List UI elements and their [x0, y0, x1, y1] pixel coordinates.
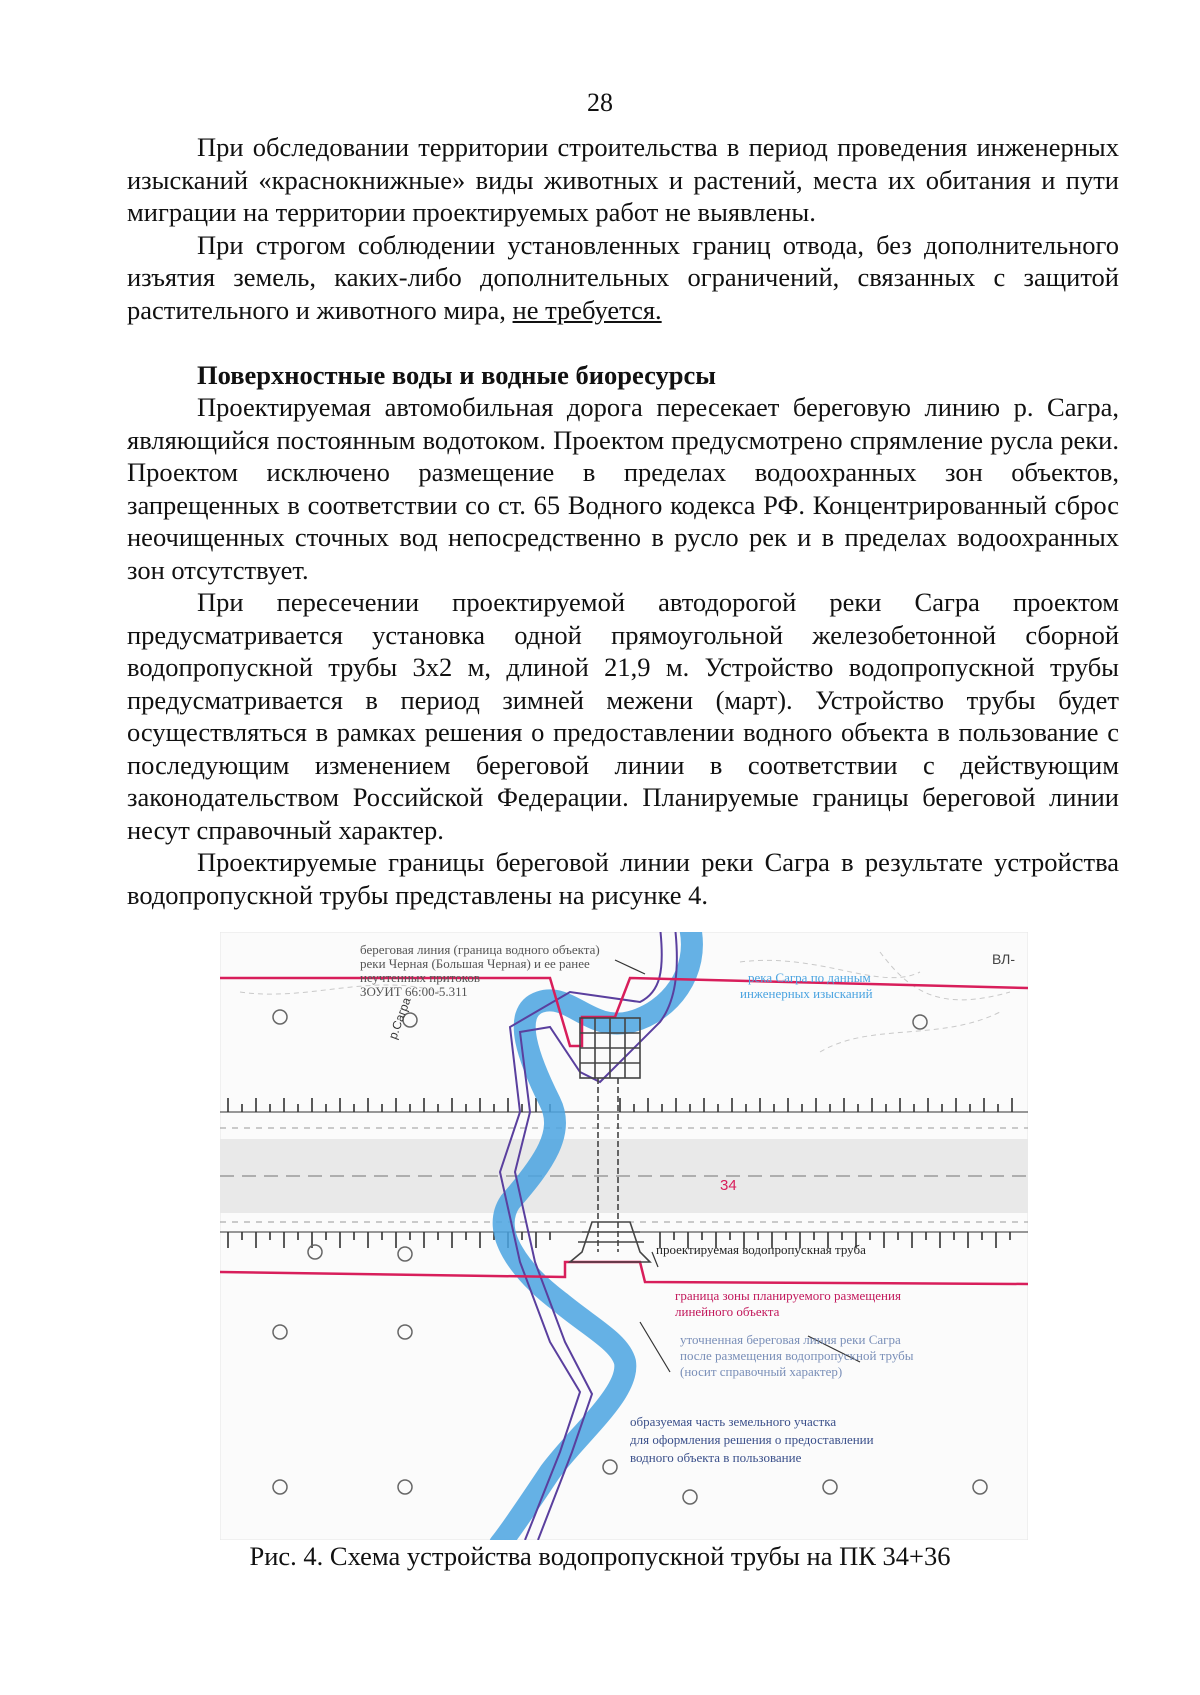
label-refined-3: (носит справочный характер): [680, 1364, 843, 1379]
label-plot-2: для оформления решения о предоставлении: [630, 1432, 874, 1447]
page-number: 28: [587, 88, 613, 117]
culvert-scheme-figure: [220, 932, 1028, 1540]
label-plot-1: образуемая часть земельного участка: [630, 1414, 837, 1429]
label-shoreline-1: береговая линия (граница водного объекта): [360, 942, 600, 957]
main-text: [127, 131, 1119, 911]
paragraph-red-book: При обследовании территории строительства в период проведения инженерных изысканий «краснокнижные» виды животных и растений, места их обитания и пути миграции на территории проектируемых работ не выявлены.: [127, 132, 1119, 227]
label-shoreline-2: реки Черная (Большая Черная) и ее ранее: [360, 956, 590, 971]
label-culvert: проектируемая водопропускная труба: [656, 1242, 866, 1257]
label-shoreline-4: ЗОУИТ 66:00-5.311: [360, 984, 468, 999]
label-river-survey-2: инженерных изысканий: [740, 986, 873, 1001]
label-plot-3: водного объекта в пользование: [630, 1450, 802, 1465]
label-river-survey-1: река Сагра по данным: [748, 970, 871, 985]
paragraph-boundaries-text: При строгом соблюдении установленных границ отвода, без дополнительного изъятия земель, каких-либо дополнительных ограничений, связанных с защитой растительного и животного мира,: [127, 229, 1119, 325]
culvert-scheme-map: [220, 932, 1028, 1540]
figure-caption: Рис. 4. Схема устройства водопропускной трубы на ПК 34+36: [249, 1541, 951, 1571]
section-heading: Поверхностные воды и водные биоресурсы: [197, 359, 716, 390]
paragraph-boundaries: [127, 229, 1119, 327]
paragraph-road-crossing: Проектируемая автомобильная дорога пересекает береговую линию р. Сагра, являющийся постоянным водотоком. Проектом предусмотрено спрямление русла реки. Проектом исключено размещение в пределах водоохранных зон объектов, запрещенных в соответствии со ст. 65 Водного кодекса РФ. Концентрированный сброс неочищенных сточных вод непосредственно в русло рек и в пределах водоохранных зон отсутствует.: [127, 392, 1119, 585]
label-vl: ВЛ-: [992, 951, 1016, 967]
label-pk: 34: [720, 1177, 737, 1194]
paragraph-figure-ref: Проектируемые границы береговой линии реки Сагра в результате устройства водопропускной трубы представлены на рисунке 4.: [127, 847, 1119, 910]
label-zone-1: граница зоны планируемого размещения: [675, 1288, 901, 1303]
label-refined-1: уточненная береговая линия реки Сагра: [680, 1332, 901, 1347]
label-refined-2: после размещения водопропускной трубы: [680, 1348, 914, 1363]
underlined-not-required: не требуется.: [512, 294, 662, 325]
label-zone-2: линейного объекта: [675, 1304, 780, 1319]
paragraph-culvert: При пересечении проектируемой автодорогой реки Сагра проектом предусматривается установка одной прямоугольной железобетонной сборной водопропускной трубы 3х2 м, длиной 21,9 м. Устройство водопропускной трубы предусматривается в период зимней межени (март). Устройство трубы будет осуществляться в рамках решения о предоставлении водного объекта в пользование с последующим изменением береговой линии в соответствии с действующим законодательством Российской Федерации. Планируемые границы береговой линии несут справочный характер.: [127, 587, 1119, 845]
label-river-name: р.Сагра: [385, 995, 414, 1042]
label-shoreline-3: неучтенных притоков: [360, 970, 481, 985]
